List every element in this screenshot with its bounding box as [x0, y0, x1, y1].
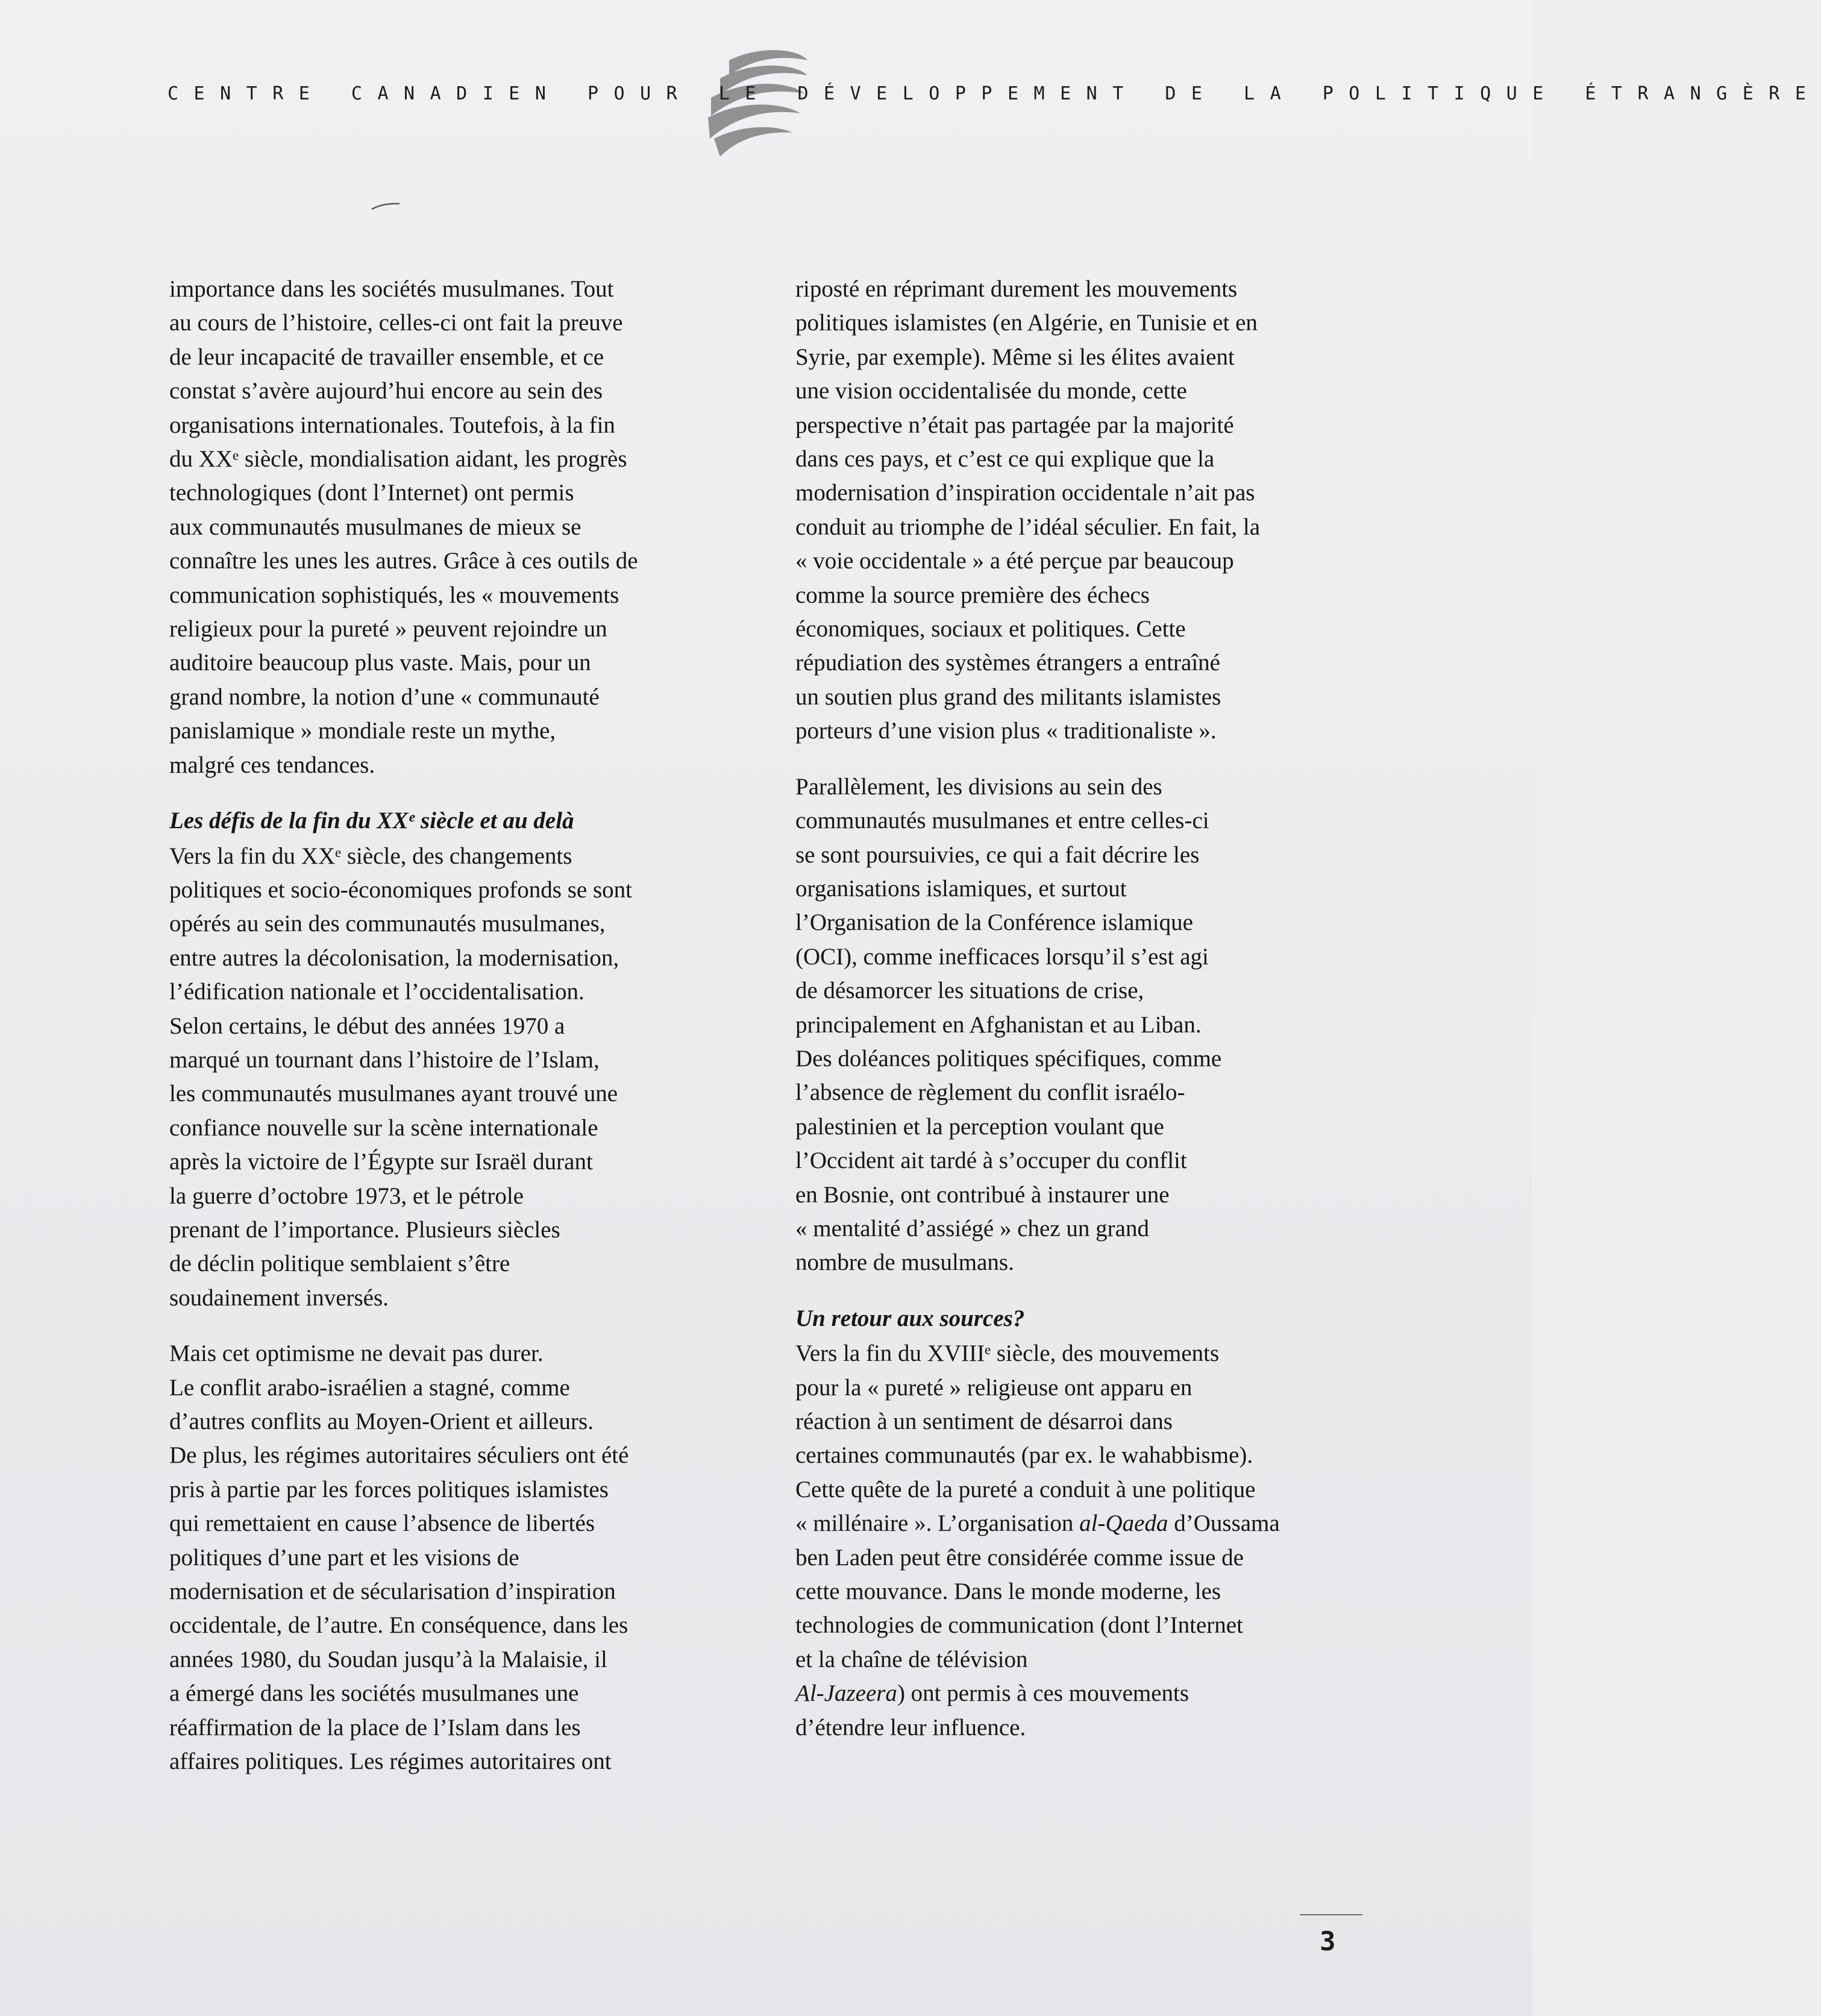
- al-jazeera-name: Al-Jazeera: [795, 1680, 897, 1707]
- left-paragraph-2: Vers la fin du XXᵉ siècle, des changements politiques et socio-économiques profonds se sont opérés au sein des communautés musulmanes, entre autres la décolonisation, la modernisation, l’édification nationale et l’occidentalisation. Selon certains, le début des années 1970 a marqué un tournant dans l’histoire de l’Islam, les communautés musulmanes ayant trouvé une confiance nouvelle sur la scène internationale après la victoire de l’Égypte sur Israël durant la guerre d’octobre 1973, et le pétrole prenant de l’importance. Plusieurs siècles de déclin politique semblaient s’être soudainement inversés.: [169, 843, 632, 1311]
- right-column: [795, 272, 1359, 1766]
- pen-mark-icon: [371, 201, 401, 211]
- right-paragraph-3-text-c: d’Oussama ben Laden peut être considérée comme issue de cette mouvance. Dans le monde moderne, les technologies de communication (dont l’Internet et la chaîne de télévision: [795, 1510, 1280, 1672]
- right-paragraph-3-text-a: Vers la fin du XVIIIᵉ siècle, des mouvements pour la « pureté » religieuse ont apparu en réaction à un sentiment de désarroi dans certaines communautés (par ex. le wahabbisme). Cette quête de la pureté a conduit à une politique « millénaire ». L’organisation: [795, 1340, 1256, 1537]
- right-paragraph-3: [795, 1337, 1359, 1745]
- section-heading-return-to-sources: Un retour aux sources?: [795, 1305, 1025, 1331]
- left-column: [169, 272, 730, 1800]
- al-qaeda-name: al-Qaeda: [1079, 1510, 1168, 1537]
- right-paragraph-2: Parallèlement, les divisions au sein des communautés musulmanes et entre celles-ci se sont poursuivies, ce qui a fait décrire les organisations islamiques, et surtout l’Organisation de la Conférence islamique (OCI), comme inefficaces lorsqu’il s’est agi de désamorcer les situations de crise, principalement en Afghanistan et au Liban. Des doléances politiques spécifiques, comme l’absence de règlement du conflit israélo- palestinien et la perception voulant que l’Occident ait tardé à s’occuper du conflit en Bosnie, ont contribué à instaurer une « mentalité d’assiégé » chez un grand nombre de musulmans.: [795, 773, 1222, 1276]
- left-paragraph-3: Mais cet optimisme ne devait pas durer. Le conflit arabo-israélien a stagné, comme d’autres conflits au Moyen-Orient et ailleurs. De plus, les régimes autoritaires séculiers ont été pris à partie par les forces politiques islamistes qui remettaient en cause l’absence de libertés politiques d’une part et les visions de modernisation et de sécularisation d’inspiration occidentale, de l’autre. En conséquence, dans les années 1980, du Soudan jusqu’à la Malaisie, il a émergé dans les sociétés musulmanes une réaffirmation de la place de l’Islam dans les affaires politiques. Les régimes autoritaires ont: [169, 1340, 629, 1775]
- section-heading-challenges: Les défis de la fin du XXᵉ siècle et au delà: [169, 808, 574, 834]
- publication-header: CENTRE CANADIEN POUR LE DÉVELOPPEMENT DE LA POLITIQUE ÉTRANGÈRE: [168, 83, 1821, 104]
- right-paragraph-1: riposté en réprimant durement les mouvements politiques islamistes (en Algérie, en Tunisie et en Syrie, par exemple). Même si les élites avaient une vision occidentalisée du monde, cette perspective n’était pas partagée par la majorité dans ces pays, et c’est ce qui explique que la modernisation d’inspiration occidentale n’ait pas conduit au triomphe de l’idéal séculier. En fait, la « voie occidentale » a été perçue par beaucoup comme la source première des échecs économiques, sociaux et politiques. Cette répudiation des systèmes étrangers a entraîné un soutien plus grand des militants islamistes porteurs d’une vision plus « traditionaliste ».: [795, 276, 1261, 744]
- right-paragraph-3-text-e: ) ont permis à ces mouvements d’étendre leur influence.: [795, 1680, 1189, 1741]
- left-paragraph-1: importance dans les sociétés musulmanes. Tout au cours de l’histoire, celles-ci ont fait la preuve de leur incapacité de travailler ensemble, et ce constat s’avère aujourd’hui encore au sein des organisations internationales. Toutefois, à la fin du XXᵉ siècle, mondialisation aidant, les progrès technologiques (dont l’Internet) ont permis aux communautés musulmanes de mieux se connaître les unes les autres. Grâce à ces outils de communication sophistiqués, les « mouvements religieux pour la pureté » peuvent rejoindre un auditoire beaucoup plus vaste. Mais, pour un grand nombre, la notion d’une « communauté panislamique » mondiale reste un mythe, malgré ces tendances.: [169, 276, 638, 778]
- page-number: 3: [1320, 1926, 1336, 1957]
- footer-rule: [1300, 1914, 1362, 1915]
